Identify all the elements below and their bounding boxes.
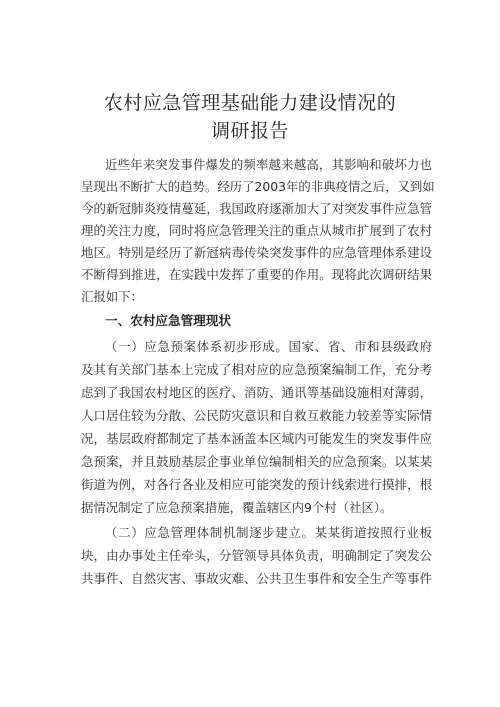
intro-line-3: 今的新冠肺炎疫情蔓延，我国政府逐渐加大了对突发事件应急管: [81, 201, 432, 216]
s1p2-line-1: （二）应急管理体制机制逐步建立。某某街道按照行业板: [105, 525, 432, 540]
s1p1-line-4: 人口居住较为分散、公民防灾意识和自救互救能力较差等实际情: [81, 408, 432, 423]
s1p1-line-3: 虑到了我国农村地区的医疗、消防、通讯等基础设施相对薄弱，: [81, 385, 432, 400]
s1p1-line-6: 急预案，并且鼓励基层企事业单位编制相关的应急预案。以某某: [81, 454, 432, 469]
s1p2-line-3: 共事件、自然灾害、事故灾难、公共卫生事件和安全生产等事件: [81, 571, 432, 586]
s1p1-line-5: 况，基层政府都制定了基本涵盖本区域内可能发生的突发事件应: [81, 431, 432, 446]
intro-line-5: 地区。特别是经历了新冠病毒传染突发事件的应急管理体系建设: [81, 245, 432, 260]
section1-heading: 一、农村应急管理现状: [105, 313, 231, 328]
s1p1-line-8: 据情况制定了应急预案措施，覆盖辖区内9个村（社区）。: [81, 500, 393, 515]
document-title-line2: 调研报告: [210, 120, 289, 142]
intro-line-1: 近些年来突发事件爆发的频率越来越高，其影响和破坏力也: [105, 157, 432, 172]
intro-line-4: 理的关注力度，同时将应急管理关注的重点从城市扩展到了农村: [81, 223, 432, 238]
document-title-line1: 农村应急管理基础能力建设情况的: [103, 92, 397, 114]
intro-line-6: 不断得到推进，在实践中发挥了重要的作用。现将此次调研结果: [81, 267, 432, 282]
s1p1-line-1: （一）应急预案体系初步形成。国家、省、市和县级政府: [105, 339, 432, 354]
s1p1-line-2: 及其有关部门基本上完成了相对应的应急预案编制工作，充分考: [81, 362, 432, 377]
intro-line-7: 汇报如下：: [81, 289, 143, 304]
intro-line-2: 呈现出不断扩大的趋势。经历了2003年的非典疫情之后，又到如: [81, 179, 435, 194]
s1p2-line-2: 块，由办事处主任牵头，分管领导具体负责，明确制定了突发公: [81, 548, 432, 563]
s1p1-line-7: 街道为例，对各行各业及相应可能突发的预计线索进行摸排，根: [81, 477, 432, 492]
